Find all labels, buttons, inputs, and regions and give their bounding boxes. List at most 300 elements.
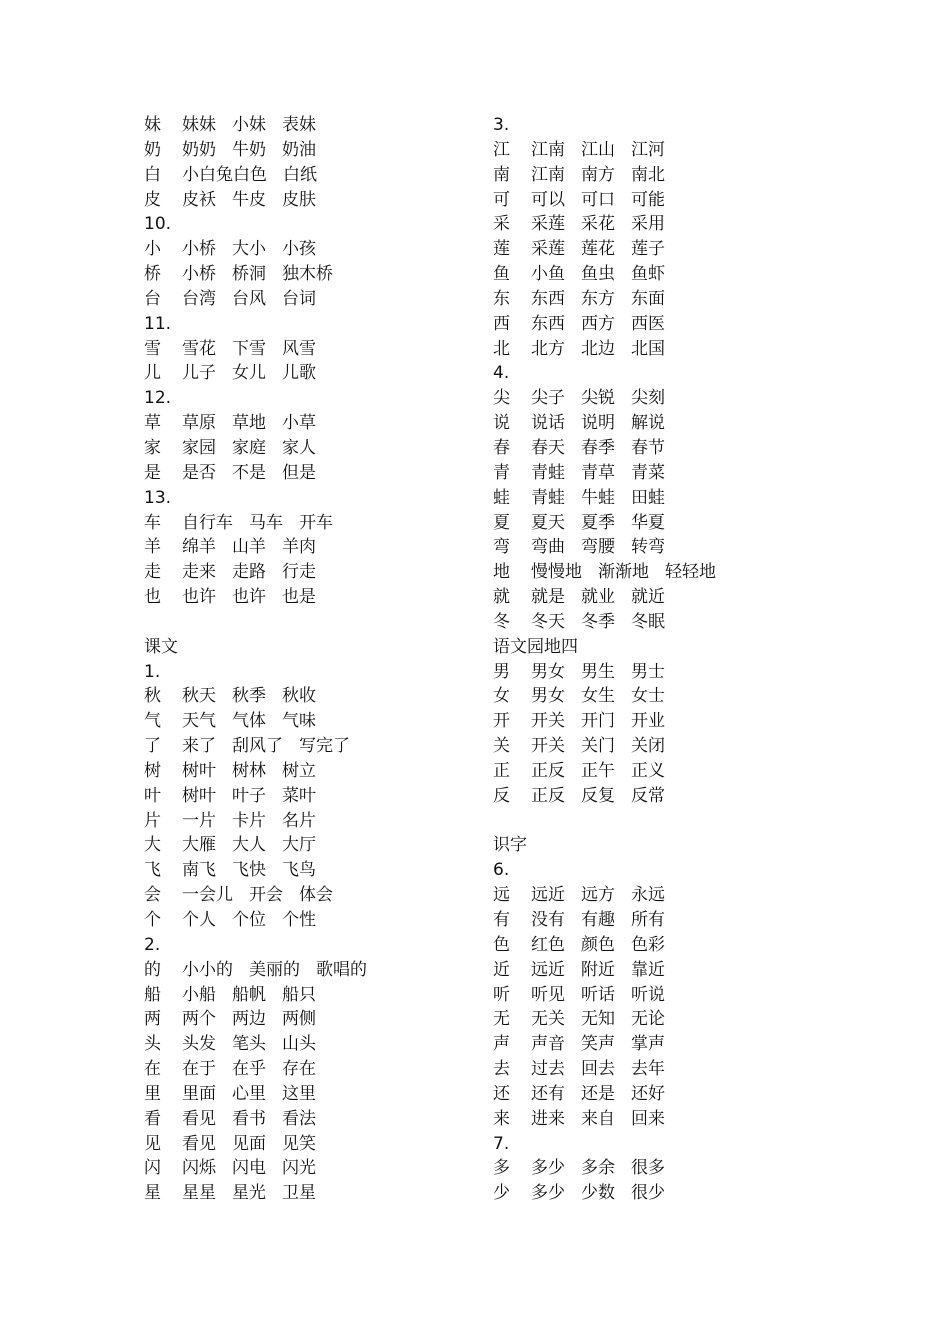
section-heading: 12. bbox=[144, 388, 172, 409]
word: 菜叶 bbox=[282, 785, 316, 806]
word: 女生 bbox=[581, 686, 615, 707]
left-column bbox=[144, 113, 383, 1206]
vocab-row bbox=[144, 809, 383, 834]
word: 采莲 bbox=[531, 239, 565, 260]
word: 可以 bbox=[531, 189, 565, 210]
word: 大人 bbox=[232, 835, 266, 856]
word: 天气 bbox=[182, 711, 216, 732]
vocab-row bbox=[144, 1107, 383, 1132]
word: 南飞 bbox=[182, 860, 216, 881]
word: 很多 bbox=[631, 1158, 665, 1179]
word: 就业 bbox=[581, 587, 615, 608]
vocab-row bbox=[493, 461, 732, 486]
word: 卡片 bbox=[232, 810, 266, 831]
word: 关门 bbox=[581, 736, 615, 757]
word: 多余 bbox=[581, 1158, 615, 1179]
vocab-row bbox=[144, 560, 383, 585]
character: 色 bbox=[493, 934, 510, 955]
word: 台湾 bbox=[182, 288, 216, 309]
vocab-row bbox=[493, 1007, 732, 1032]
word: 听话 bbox=[581, 984, 615, 1005]
word: 永远 bbox=[631, 885, 665, 906]
vocab-row bbox=[493, 709, 732, 734]
vocab-row bbox=[144, 337, 383, 362]
section-heading: 4. bbox=[493, 363, 510, 384]
word: 看见 bbox=[182, 1133, 216, 1154]
vocab-row bbox=[493, 1082, 732, 1107]
word: 采花 bbox=[581, 214, 615, 235]
vocab-row bbox=[493, 560, 732, 585]
character: 春 bbox=[493, 437, 510, 458]
character: 少 bbox=[493, 1183, 510, 1204]
word: 弯腰 bbox=[581, 537, 615, 558]
word: 去年 bbox=[631, 1059, 665, 1080]
character: 来 bbox=[493, 1108, 510, 1129]
character: 气 bbox=[144, 711, 161, 732]
word: 奶油 bbox=[282, 139, 316, 160]
vocab-row bbox=[493, 411, 732, 436]
word: 风雪 bbox=[282, 338, 316, 359]
word: 羊肉 bbox=[282, 537, 316, 558]
word: 个位 bbox=[232, 910, 266, 930]
word: 气体 bbox=[232, 711, 266, 732]
word: 个性 bbox=[282, 910, 316, 930]
word: 小孩 bbox=[282, 239, 316, 260]
word: 远近 bbox=[531, 885, 565, 906]
vocab-row bbox=[144, 262, 383, 287]
vocab-row bbox=[493, 585, 732, 610]
word: 树立 bbox=[282, 760, 316, 781]
word: 小船 bbox=[182, 984, 216, 1005]
word: 说明 bbox=[581, 413, 615, 434]
word: 男士 bbox=[631, 661, 665, 682]
vocab-row bbox=[144, 188, 383, 213]
word: 牛奶 bbox=[232, 139, 266, 160]
word: 无关 bbox=[531, 1009, 565, 1030]
word: 无论 bbox=[631, 1009, 665, 1030]
word: 心里 bbox=[232, 1083, 266, 1104]
word: 走路 bbox=[232, 562, 266, 583]
word: 台风 bbox=[232, 288, 266, 309]
character: 青 bbox=[493, 462, 510, 483]
character: 闪 bbox=[144, 1158, 161, 1179]
word: 无知 bbox=[581, 1009, 615, 1030]
word: 秋天 bbox=[182, 686, 216, 707]
vocab-row bbox=[144, 908, 383, 933]
word: 关闭 bbox=[631, 736, 665, 757]
word: 名片 bbox=[282, 810, 316, 831]
word: 看见 bbox=[182, 1108, 216, 1129]
word: 莲子 bbox=[631, 239, 665, 260]
word: 春天 bbox=[531, 437, 565, 458]
vocab-row bbox=[493, 983, 732, 1008]
word: 皮肤 bbox=[282, 189, 316, 210]
vocab-row bbox=[144, 436, 383, 461]
word: 青菜 bbox=[631, 462, 665, 483]
word: 西医 bbox=[631, 313, 665, 334]
character: 叶 bbox=[144, 785, 161, 806]
word: 江河 bbox=[631, 139, 665, 160]
word: 青草 bbox=[581, 462, 615, 483]
word: 进来 bbox=[531, 1108, 565, 1129]
word: 远近 bbox=[531, 959, 565, 980]
word: 体会 bbox=[299, 885, 333, 906]
vocab-row bbox=[493, 511, 732, 536]
vocab-row bbox=[144, 1132, 383, 1157]
word: 东面 bbox=[631, 288, 665, 309]
vocab-row bbox=[144, 784, 383, 809]
word: 多少 bbox=[531, 1183, 565, 1204]
word: 色彩 bbox=[631, 934, 665, 955]
word: 牛蛙 bbox=[581, 487, 615, 508]
word: 小妹 bbox=[232, 115, 266, 135]
character: 羊 bbox=[144, 537, 161, 558]
vocab-row bbox=[493, 933, 732, 958]
word: 树叶 bbox=[182, 785, 216, 806]
character: 弯 bbox=[493, 537, 510, 558]
word: 远方 bbox=[581, 885, 615, 906]
word: 闪电 bbox=[232, 1158, 266, 1179]
word: 男女 bbox=[531, 661, 565, 682]
word: 女士 bbox=[631, 686, 665, 707]
word: 江南 bbox=[531, 139, 565, 160]
word: 青蛙 bbox=[531, 462, 565, 483]
word: 绵羊 bbox=[182, 537, 216, 558]
vocab-row bbox=[493, 684, 732, 709]
section-heading: 1. bbox=[144, 661, 161, 682]
word: 有趣 bbox=[581, 910, 615, 930]
character: 里 bbox=[144, 1083, 161, 1104]
word: 开车 bbox=[299, 512, 333, 533]
word: 反常 bbox=[631, 785, 665, 806]
right-column bbox=[493, 113, 732, 1206]
word: 就是 bbox=[531, 587, 565, 608]
word: 冬季 bbox=[581, 611, 615, 632]
section-heading: 3. bbox=[493, 115, 510, 135]
section-heading: 2. bbox=[144, 934, 161, 955]
word: 南北 bbox=[631, 164, 665, 185]
word: 个人 bbox=[182, 910, 216, 930]
character: 男 bbox=[493, 661, 510, 682]
vocab-row bbox=[493, 262, 732, 287]
vocab-row bbox=[493, 386, 732, 411]
word: 红色 bbox=[531, 934, 565, 955]
character: 走 bbox=[144, 562, 161, 583]
vocab-row bbox=[493, 908, 732, 933]
section-heading: 13. bbox=[144, 487, 172, 508]
character: 声 bbox=[493, 1034, 510, 1055]
word: 掌声 bbox=[631, 1034, 665, 1055]
word: 山羊 bbox=[232, 537, 266, 558]
vocab-row bbox=[493, 212, 732, 237]
word: 北国 bbox=[631, 338, 665, 359]
word: 歌唱的 bbox=[316, 959, 367, 980]
vocab-row bbox=[493, 1057, 732, 1082]
character: 看 bbox=[144, 1108, 161, 1129]
word: 莲花 bbox=[581, 239, 615, 260]
vocab-row bbox=[144, 883, 383, 908]
word: 正反 bbox=[531, 760, 565, 781]
vocab-row bbox=[144, 858, 383, 883]
word: 东西 bbox=[531, 313, 565, 334]
word: 两侧 bbox=[282, 1009, 316, 1030]
word: 江山 bbox=[581, 139, 615, 160]
vocab-row bbox=[144, 511, 383, 536]
character: 的 bbox=[144, 959, 161, 980]
character: 车 bbox=[144, 512, 161, 533]
vocab-row bbox=[493, 486, 732, 511]
word: 颜色 bbox=[581, 934, 615, 955]
vocab-row bbox=[493, 337, 732, 362]
word: 家人 bbox=[282, 437, 316, 458]
word: 桥洞 bbox=[232, 264, 266, 285]
word: 牛皮 bbox=[232, 189, 266, 210]
word: 青蛙 bbox=[531, 487, 565, 508]
character: 去 bbox=[493, 1059, 510, 1080]
word: 小小的 bbox=[182, 959, 233, 980]
word: 气味 bbox=[282, 711, 316, 732]
word: 冬眠 bbox=[631, 611, 665, 632]
word: 家园 bbox=[182, 437, 216, 458]
character: 南 bbox=[493, 164, 510, 185]
word: 北边 bbox=[581, 338, 615, 359]
word: 美丽的 bbox=[249, 959, 300, 980]
section-heading: 11. bbox=[144, 313, 172, 334]
vocab-row bbox=[493, 436, 732, 461]
word: 奶奶 bbox=[182, 139, 216, 160]
word: 飞鸟 bbox=[282, 860, 316, 881]
vocab-row bbox=[144, 1007, 383, 1032]
character: 冬 bbox=[493, 611, 510, 632]
word: 在于 bbox=[182, 1059, 216, 1080]
word: 下雪 bbox=[232, 338, 266, 359]
vocab-row bbox=[493, 759, 732, 784]
section-heading: 识字 bbox=[493, 835, 527, 856]
character: 是 bbox=[144, 462, 161, 483]
word: 这里 bbox=[282, 1083, 316, 1104]
character: 白 bbox=[144, 164, 161, 185]
word: 鱼虫 bbox=[581, 264, 615, 285]
word: 采用 bbox=[631, 214, 665, 235]
word: 西方 bbox=[581, 313, 615, 334]
word: 家庭 bbox=[232, 437, 266, 458]
vocab-row bbox=[493, 535, 732, 560]
word: 多少 bbox=[531, 1158, 565, 1179]
word: 一会儿 bbox=[182, 885, 233, 906]
word: 也是 bbox=[282, 587, 316, 608]
character: 两 bbox=[144, 1009, 161, 1030]
character: 听 bbox=[493, 984, 510, 1005]
word: 轻轻地 bbox=[665, 562, 716, 583]
character: 开 bbox=[493, 711, 510, 732]
character: 莲 bbox=[493, 239, 510, 260]
word: 听见 bbox=[531, 984, 565, 1005]
word: 尖锐 bbox=[581, 388, 615, 409]
character: 女 bbox=[493, 686, 510, 707]
vocab-row bbox=[144, 709, 383, 734]
word: 尖子 bbox=[531, 388, 565, 409]
word: 小桥 bbox=[182, 264, 216, 285]
vocab-row bbox=[493, 1156, 732, 1181]
word: 也许 bbox=[182, 587, 216, 608]
word: 自行车 bbox=[182, 512, 233, 533]
word: 采莲 bbox=[531, 214, 565, 235]
character: 反 bbox=[493, 785, 510, 806]
word: 开会 bbox=[249, 885, 283, 906]
word: 听说 bbox=[631, 984, 665, 1005]
vocab-row bbox=[144, 1181, 383, 1206]
character: 见 bbox=[144, 1133, 161, 1154]
word: 一片 bbox=[182, 810, 216, 831]
vocab-row bbox=[493, 1181, 732, 1206]
vocab-row bbox=[144, 759, 383, 784]
word: 看法 bbox=[282, 1108, 316, 1129]
vocab-row bbox=[144, 237, 383, 262]
word: 声音 bbox=[531, 1034, 565, 1055]
word: 渐渐地 bbox=[598, 562, 649, 583]
word: 冬天 bbox=[531, 611, 565, 632]
vocab-row bbox=[493, 312, 732, 337]
word: 在乎 bbox=[232, 1059, 266, 1080]
word: 两个 bbox=[182, 1009, 216, 1030]
character: 妹 bbox=[144, 115, 161, 135]
character: 无 bbox=[493, 1009, 510, 1030]
word: 回来 bbox=[631, 1108, 665, 1129]
character: 地 bbox=[493, 562, 510, 583]
word: 大小 bbox=[232, 239, 266, 260]
character: 还 bbox=[493, 1083, 510, 1104]
word: 东西 bbox=[531, 288, 565, 309]
word: 草地 bbox=[232, 413, 266, 434]
word: 小桥 bbox=[182, 239, 216, 260]
word: 还有 bbox=[531, 1083, 565, 1104]
vocab-row bbox=[493, 883, 732, 908]
word: 正反 bbox=[531, 785, 565, 806]
character: 蛙 bbox=[493, 487, 510, 508]
vocab-row bbox=[493, 188, 732, 213]
character: 尖 bbox=[493, 388, 510, 409]
word: 小鱼 bbox=[531, 264, 565, 285]
word: 夏季 bbox=[581, 512, 615, 533]
word: 闪光 bbox=[282, 1158, 316, 1179]
vocab-row bbox=[144, 361, 383, 386]
word: 回去 bbox=[581, 1059, 615, 1080]
word: 秋季 bbox=[232, 686, 266, 707]
word: 秋收 bbox=[282, 686, 316, 707]
character: 皮 bbox=[144, 189, 161, 210]
word: 见笑 bbox=[282, 1133, 316, 1154]
section-heading: 7. bbox=[493, 1133, 510, 1154]
word: 说话 bbox=[531, 413, 565, 434]
word: 开关 bbox=[531, 711, 565, 732]
word: 来自 bbox=[581, 1108, 615, 1129]
character: 近 bbox=[493, 959, 510, 980]
character: 就 bbox=[493, 587, 510, 608]
character: 奶 bbox=[144, 139, 161, 160]
word: 北方 bbox=[531, 338, 565, 359]
word: 也许 bbox=[232, 587, 266, 608]
word: 白纸 bbox=[283, 164, 317, 185]
character: 树 bbox=[144, 760, 161, 781]
word: 华夏 bbox=[631, 512, 665, 533]
character: 江 bbox=[493, 139, 510, 160]
word: 山头 bbox=[282, 1034, 316, 1055]
word: 刮风了 bbox=[232, 736, 283, 757]
section-heading: 语文园地四 bbox=[493, 636, 578, 657]
character: 关 bbox=[493, 736, 510, 757]
word: 正义 bbox=[631, 760, 665, 781]
vocab-row bbox=[144, 138, 383, 163]
character: 飞 bbox=[144, 860, 161, 881]
word: 慢慢地 bbox=[531, 562, 582, 583]
word: 来了 bbox=[182, 736, 216, 757]
word: 飞快 bbox=[232, 860, 266, 881]
word: 田蛙 bbox=[631, 487, 665, 508]
word: 转弯 bbox=[631, 537, 665, 558]
character: 北 bbox=[493, 338, 510, 359]
vocab-row bbox=[144, 1057, 383, 1082]
character: 片 bbox=[144, 810, 161, 831]
word: 妹妹 bbox=[182, 115, 216, 135]
word: 船只 bbox=[282, 984, 316, 1005]
character: 西 bbox=[493, 313, 510, 334]
word: 树林 bbox=[232, 760, 266, 781]
word: 男生 bbox=[581, 661, 615, 682]
vocab-row bbox=[144, 1032, 383, 1057]
word: 开门 bbox=[581, 711, 615, 732]
word: 草原 bbox=[182, 413, 216, 434]
word: 笑声 bbox=[581, 1034, 615, 1055]
word: 春节 bbox=[631, 437, 665, 458]
word: 开关 bbox=[531, 736, 565, 757]
word: 鱼虾 bbox=[631, 264, 665, 285]
word: 行走 bbox=[282, 562, 316, 583]
character: 了 bbox=[144, 736, 161, 757]
word: 走来 bbox=[182, 562, 216, 583]
vocab-row bbox=[144, 734, 383, 759]
blank-line bbox=[144, 610, 383, 635]
character: 远 bbox=[493, 885, 510, 906]
word: 头发 bbox=[182, 1034, 216, 1055]
word: 女儿 bbox=[232, 363, 266, 384]
vocab-row bbox=[493, 287, 732, 312]
vocab-row bbox=[144, 983, 383, 1008]
word: 南方 bbox=[581, 164, 615, 185]
word: 看书 bbox=[232, 1108, 266, 1129]
word: 大厅 bbox=[282, 835, 316, 856]
character: 有 bbox=[493, 910, 510, 930]
character: 家 bbox=[144, 437, 161, 458]
character: 采 bbox=[493, 214, 510, 235]
character: 东 bbox=[493, 288, 510, 309]
word: 江南 bbox=[531, 164, 565, 185]
word: 过去 bbox=[531, 1059, 565, 1080]
character: 在 bbox=[144, 1059, 161, 1080]
word: 反复 bbox=[581, 785, 615, 806]
word: 可能 bbox=[631, 189, 665, 210]
word: 里面 bbox=[182, 1083, 216, 1104]
word: 儿歌 bbox=[282, 363, 316, 384]
word: 马车 bbox=[249, 512, 283, 533]
vocab-row bbox=[493, 237, 732, 262]
word: 附近 bbox=[581, 959, 615, 980]
word: 见面 bbox=[232, 1133, 266, 1154]
word: 两边 bbox=[232, 1009, 266, 1030]
vocab-row bbox=[144, 113, 383, 138]
character: 台 bbox=[144, 288, 161, 309]
word: 靠近 bbox=[631, 959, 665, 980]
word: 就近 bbox=[631, 587, 665, 608]
